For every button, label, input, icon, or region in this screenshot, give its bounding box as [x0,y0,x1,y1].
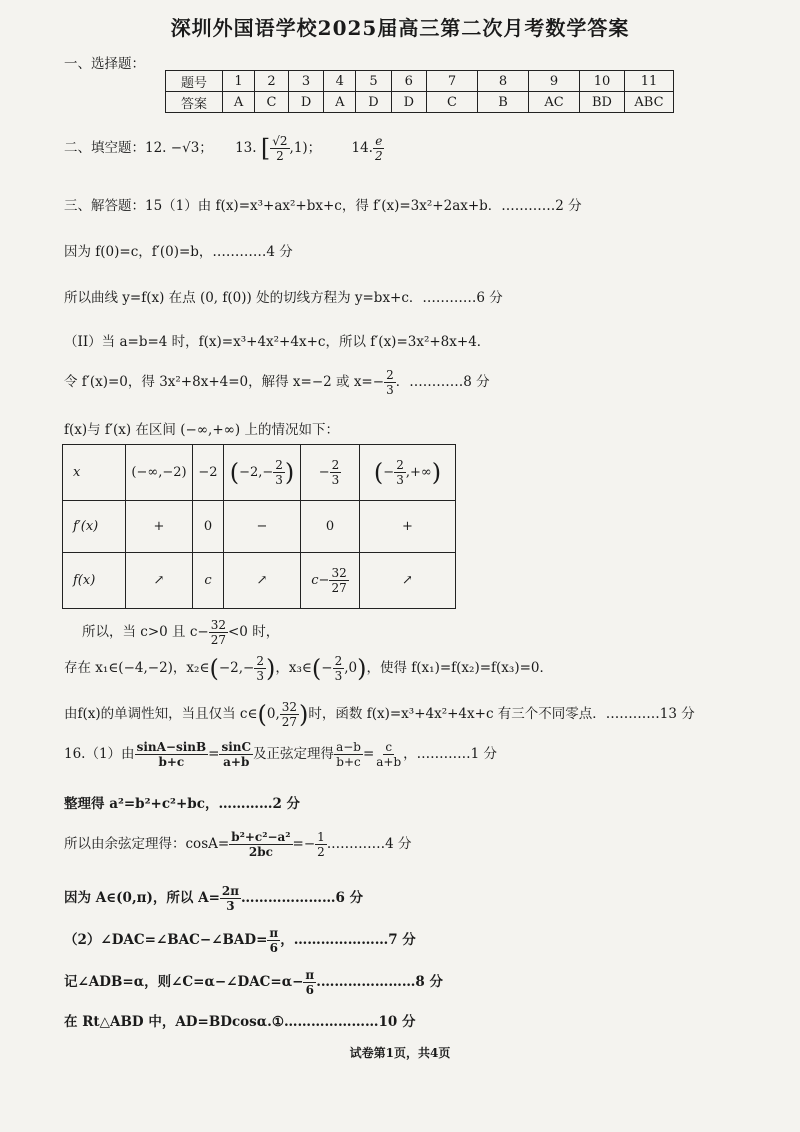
q16-line-6 [64,968,443,997]
table-cell: 0 [193,501,224,553]
frac-num: 32 [281,700,298,714]
q15-line-5 [64,368,490,397]
frac-num: 32 [210,618,226,632]
text: 记∠ADB=α，则∠C=α−∠DAC=α− [64,974,304,990]
frac-den: 3 [256,669,264,683]
table-cell: f(x) [63,553,126,609]
fraction [333,654,345,683]
frac-den: 6 [269,941,278,955]
text: = [362,746,375,762]
text: 所以由余弦定理得：cosA= [64,836,230,852]
answer-table-answer-row [166,92,674,113]
table-cell: B [478,92,529,113]
fraction [219,740,253,769]
fraction [394,458,406,487]
q15-line-9: 由f(x)的单调性知，当且仅当 c∈(0, $\frac{32}{27}$ )时，函数 f(x)=x³+4x²+4x+c 有三个不同零点．…………13 分 [64,700,695,729]
frac-den: 2 [276,149,284,163]
fraction [254,654,266,683]
fraction [330,458,342,487]
table-cell: A [223,92,255,113]
text: ,0 [344,660,358,676]
frac-num: e [375,134,383,148]
fraction [303,968,316,997]
table-cell: BD [580,92,625,113]
text: 由f(x)的单调性知，当且仅当 c∈ [64,706,258,722]
q15-line-2: 因为 f(0)=c，f′(0)=b，…………4 分 [64,244,293,260]
table-row [63,445,456,501]
q13-number: 13. [235,140,257,156]
table-cell: ↗ [360,553,456,609]
q15-line-7 [82,618,279,647]
table-cell: − [224,501,301,553]
q16-line-3 [64,830,411,859]
table-cell: (−∞,−2) [126,445,193,501]
text: 及正弦定理得 [253,746,335,762]
table-cell: 6 [391,71,426,92]
table-cell: 2 [255,71,289,92]
q12-answer: −√3； [170,140,213,156]
frac-den: 27 [281,715,298,729]
fraction [374,740,403,769]
frac-num: 2 [275,458,283,472]
frac-den: 3 [396,473,404,487]
table-cell [301,445,360,501]
q15-line-8: 存在 x₁∈(−4,−2)，x₂∈(−2,− $\frac{2}{3}$ )，x₃∈(− $\frac{2}{3}$ ,0)，使得 f(x₁)=f(x₂)=f(x₃)=0． [64,654,553,683]
fraction [384,368,396,397]
frac-num: sinC [221,740,252,754]
text: 所以，当 c>0 且 c− [82,624,209,640]
table-cell: ↗ [126,553,193,609]
text: − [318,465,330,480]
frac-den: a+b [376,755,402,769]
q13-right: ,1)； [289,140,322,156]
q14-number: 14. [351,140,373,156]
table-cell: f′(x) [63,501,126,553]
q16-line-4 [64,884,363,913]
text: ，…………1 分 [403,746,498,762]
frac-num: 1 [317,830,325,844]
frac-den: a+b [223,755,250,769]
q16-line-1 [64,740,497,769]
text: <0 时， [228,624,280,640]
table-cell [301,553,360,609]
text: ，…………………7 分 [280,932,416,948]
text: −2,− [239,465,274,480]
table-cell: C [427,92,478,113]
table-cell: 10 [580,71,625,92]
fraction [220,884,241,913]
text: 存在 x₁∈(−4,−2)，x₂∈ [64,660,210,676]
table-cell: 9 [529,71,580,92]
text: = [208,746,220,762]
fraction [209,618,228,647]
frac-num: 2π [221,884,240,898]
text: − [321,660,333,676]
table-cell: + [360,501,456,553]
fraction [334,740,363,769]
page-footer: 试卷第1页，共4页 [349,1046,451,1060]
frac-den: 3 [386,383,394,397]
q15-line-6: f(x)与 f′(x) 在区间 (−∞,+∞) 上的情况如下： [64,422,339,438]
table-cell: ↗ [224,553,301,609]
frac-num: 2 [396,458,404,472]
text: 令 f′(x)=0，得 3x²+8x+4=0，解得 x=−2 或 x=− [64,374,385,390]
frac-num: sinA−sinB [136,740,207,754]
table-cell: 8 [478,71,529,92]
frac-den: 3 [334,669,343,683]
frac-den: 3 [226,899,235,913]
table-cell: 3 [288,71,323,92]
text: ，使得 f(x₁)=f(x₂)=f(x₃)=0． [366,660,553,676]
q13-left-bracket: [ [260,134,271,163]
frac-den: 6 [305,983,314,997]
table-cell: (− $\frac{2}{3}$ ,+∞) [360,445,456,501]
q16-line-5 [64,926,416,955]
q14-fraction [373,134,385,163]
frac-num: b²+c²−a² [231,830,291,844]
text: …………………6 分 [241,890,364,906]
q16-line-2: 整理得 a²=b²+c²+bc，…………2 分 [64,796,301,812]
frac-num: c [385,740,393,754]
table-cell: 1 [223,71,255,92]
q15-line-4: （II）当 a=b=4 时，f(x)=x³+4x²+4x+c，所以 f′(x)=3x²+8x+4． [64,334,491,350]
text: c− [311,573,330,588]
q15-line-3: 所以曲线 y=f(x) 在点 (0, f(0)) 处的切线方程为 y=bx+c．…………6 分 [64,290,503,306]
text: 0, [266,706,280,722]
table-cell: AC [529,92,580,113]
frac-num: 32 [331,566,347,580]
table-cell: ABC [625,92,674,113]
frac-num: π [305,968,315,982]
table-cell: D [356,92,391,113]
table-row [63,501,456,553]
frac-den: 27 [331,581,347,595]
table-cell: 题号 [166,71,223,92]
frac-num: 2 [256,654,264,668]
text: 时，函数 f(x)=x³+4x²+4x+c 有三个不同零点．…………13 分 [308,706,695,722]
text: =− [292,836,316,852]
frac-den: 3 [331,473,340,487]
fraction [329,566,348,595]
q15-line-1: 三、解答题：15（1）由 f(x)=x³+ax²+bx+c，得 f′(x)=3x²+2ax+b．…………2 分 [64,198,582,214]
table-row [63,553,456,609]
table-cell: A [324,92,356,113]
text: 16.（1）由 [64,746,135,762]
page-title: 深圳外国语学校2025届高三第二次月考数学答案 [170,16,630,40]
answer-table-header-row [166,71,674,92]
fraction [229,830,292,859]
text: 因为 A∈(0,π)，所以 A= [64,890,220,906]
frac-num: π [269,926,279,940]
fraction [273,458,285,487]
text: ，x₃∈ [275,660,312,676]
table-cell: 5 [356,71,391,92]
frac-den: 2 [374,149,383,163]
table-cell: C [255,92,289,113]
frac-den: 3 [275,473,283,487]
frac-num: 2 [334,654,343,668]
table-cell: x [63,445,126,501]
fraction [267,926,280,955]
fraction [280,700,299,729]
frac-den: b+c [158,755,185,769]
table-cell: D [288,92,323,113]
table-cell: 4 [324,71,356,92]
table-cell: c [193,553,224,609]
section-fill-blank [64,134,385,163]
q13-fraction [270,134,289,163]
text: − [383,465,395,480]
fraction [315,830,327,859]
answer-table [165,70,674,113]
frac-den: 2bc [248,845,273,859]
text: −2,− [218,660,255,676]
table-cell: 7 [427,71,478,92]
section-choice-label: 一、选择题： [64,56,145,72]
fraction [135,740,209,769]
table-cell: D [391,92,426,113]
text: .…………………8 分 [316,974,444,990]
table-cell: (−2,− $\frac{2}{3}$ ) [224,445,301,501]
text: （2）∠DAC=∠BAC−∠BAD= [64,932,268,948]
table-cell: −2 [193,445,224,501]
table-cell: 11 [625,71,674,92]
text: ,+∞ [405,465,432,480]
variation-table [62,444,456,609]
table-cell: 答案 [166,92,223,113]
frac-num: a−b [336,740,361,754]
frac-den: b+c [336,755,361,769]
frac-num: 2 [386,368,394,382]
frac-num: √2 [272,134,288,148]
frac-den: 2 [317,845,325,859]
fill-blank-label: 二、填空题：12. [64,140,167,156]
frac-num: 2 [331,458,340,472]
table-cell: 0 [301,501,360,553]
q16-line-7: 在 Rt△ABD 中，AD=BDcosα.①…………………10 分 [64,1014,416,1030]
table-cell: + [126,501,193,553]
text: ．…………8 分 [395,374,490,390]
text: .…………4 分 [326,836,412,852]
frac-den: 27 [210,633,226,647]
